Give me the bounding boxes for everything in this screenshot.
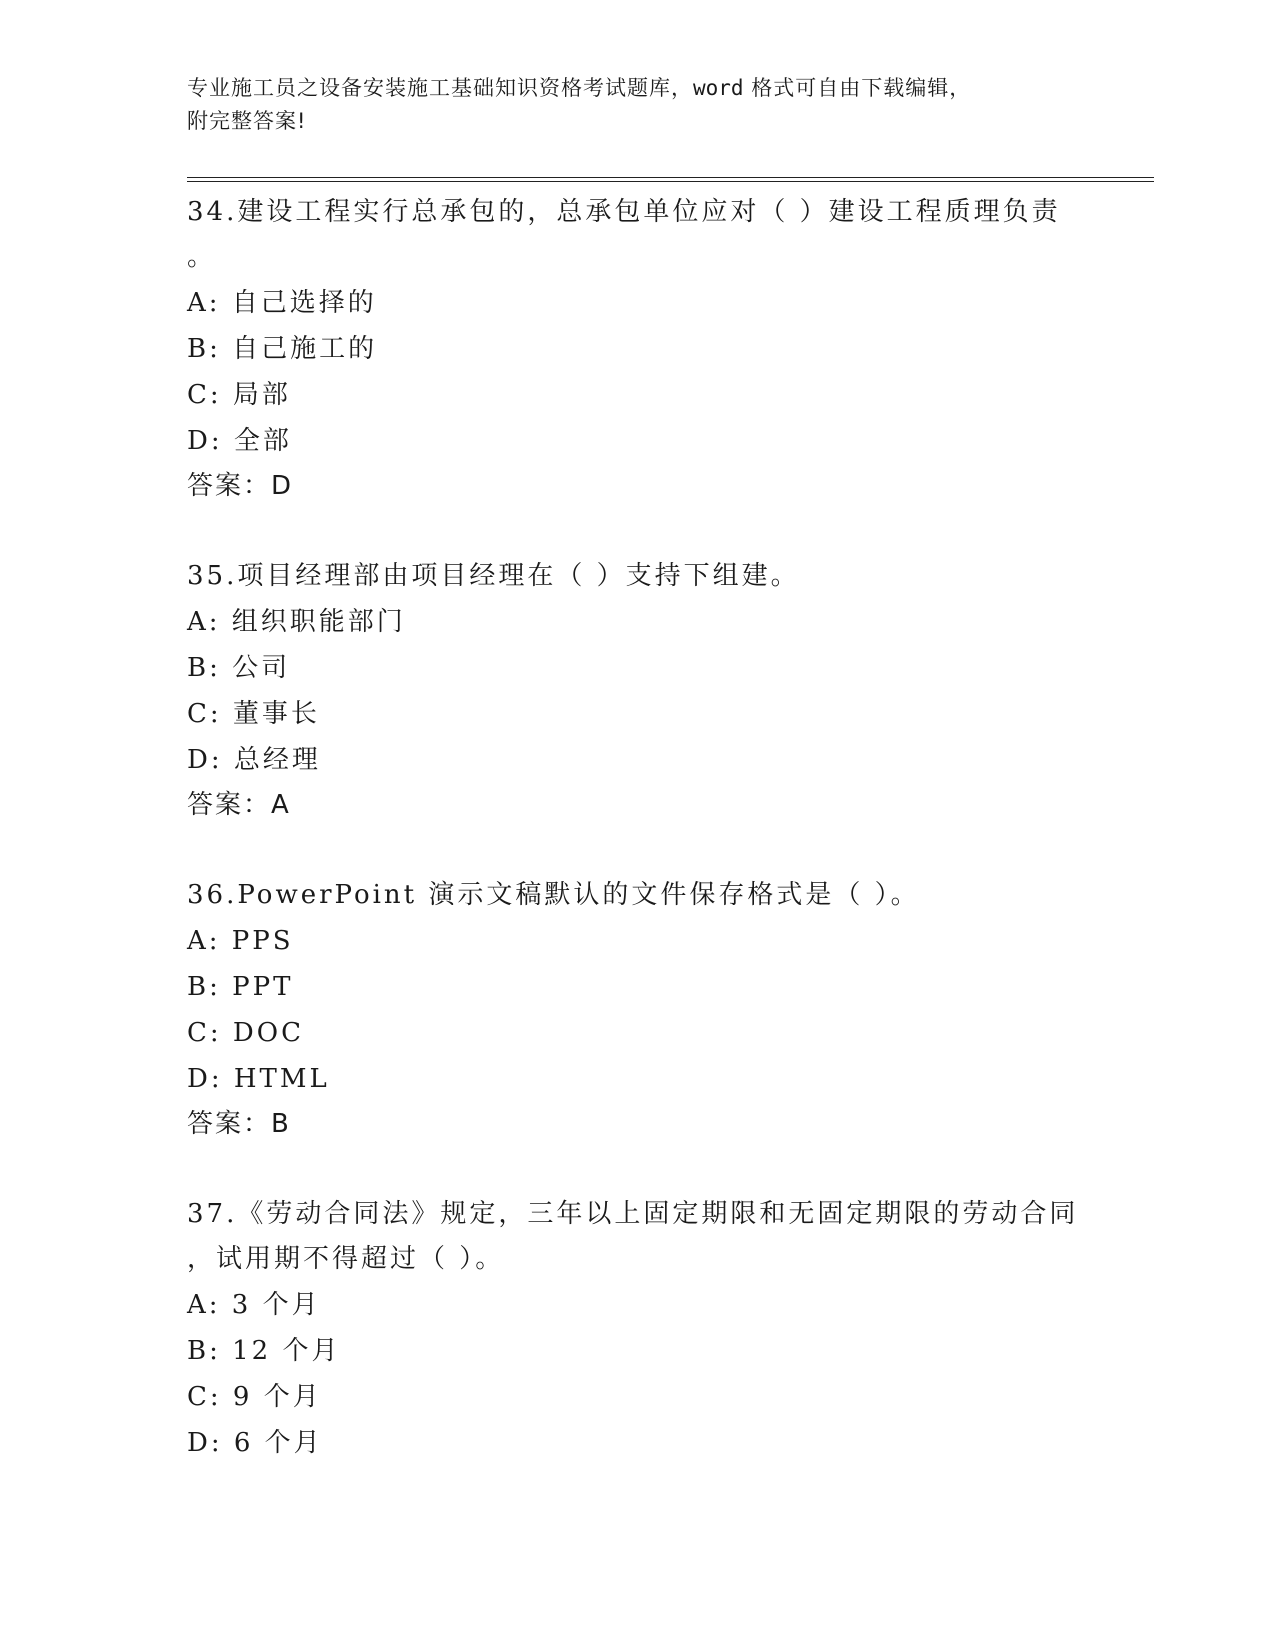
question-stem <box>187 873 1087 918</box>
option-b: B: 自己施工的 <box>187 334 378 364</box>
question-stem <box>187 190 1087 280</box>
option-d: D: 总经理 <box>187 745 321 775</box>
option-d: D: 全部 <box>187 426 292 456</box>
question-stem-line-1: 35.项目经理部由项目经理在（ ）支持下组建。 <box>187 561 800 591</box>
header-line-1-text: 专业施工员之设备安装施工基础知识资格考试题库， <box>187 76 693 100</box>
question-stem-line-2: ，试用期不得超过（ ）。 <box>187 1244 505 1274</box>
header-line-1-tail: 格式可自由下载编辑， <box>743 76 972 100</box>
question-list <box>187 190 1087 1512</box>
answer-line: 答案：A <box>187 790 291 820</box>
option-a: A: 组织职能部门 <box>187 607 406 637</box>
option-a: A: 自己选择的 <box>187 288 377 318</box>
option-c: C: 9 个月 <box>187 1382 322 1412</box>
header-word-format: word <box>693 76 744 100</box>
header-line-1 <box>187 72 1067 105</box>
option-c: C: DOC <box>187 1018 304 1048</box>
question-34 <box>187 190 1087 508</box>
question-stem <box>187 554 1087 599</box>
option-d: D: 6 个月 <box>187 1428 323 1458</box>
question-36 <box>187 873 1087 1146</box>
question-stem-line-2: 。 <box>187 242 217 272</box>
option-b: B: 12 个月 <box>187 1336 341 1366</box>
question-stem-line-1: 36.PowerPoint 演示文稿默认的文件保存格式是（ ）。 <box>187 880 920 910</box>
question-stem-line-1: 34.建设工程实行总承包的，总承包单位应对（ ）建设工程质理负责 <box>187 197 1061 227</box>
answer-line: 答案：D <box>187 471 294 501</box>
document-header <box>187 72 1067 138</box>
option-c: C: 董事长 <box>187 699 320 729</box>
option-d: D: HTML <box>187 1064 330 1094</box>
answer-line: 答案：B <box>187 1109 291 1139</box>
question-37 <box>187 1192 1087 1466</box>
question-35 <box>187 554 1087 827</box>
question-stem-line-1: 37.《劳动合同法》规定，三年以上固定期限和无固定期限的劳动合同 <box>187 1199 1079 1229</box>
option-a: A: 3 个月 <box>187 1290 321 1320</box>
question-stem <box>187 1192 1087 1282</box>
header-divider-top <box>187 177 1154 178</box>
option-c: C: 局部 <box>187 380 291 410</box>
header-line-2: 附完整答案! <box>187 109 307 133</box>
option-b: B: 公司 <box>187 653 291 683</box>
option-a: A: PPS <box>187 926 294 956</box>
header-divider-bottom <box>187 181 1154 182</box>
option-b: B: PPT <box>187 972 294 1002</box>
